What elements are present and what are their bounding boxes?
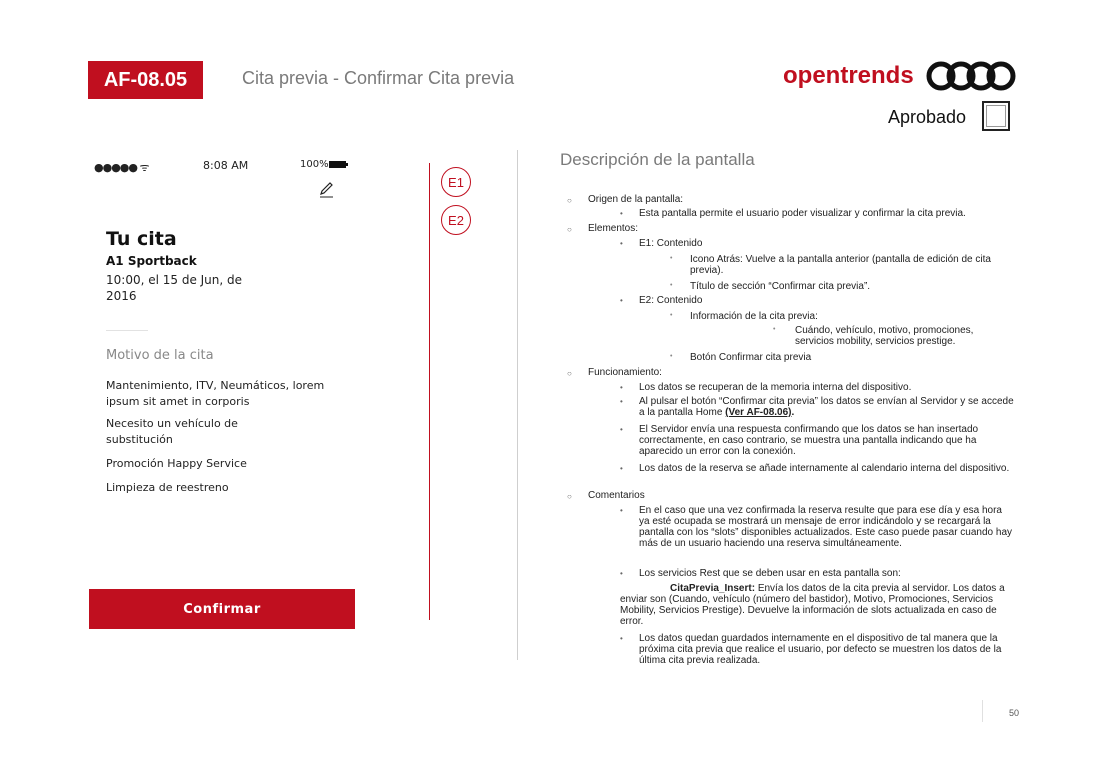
confirm-button[interactable]: Confirmar bbox=[89, 589, 355, 629]
e1-item-back: Icono Atrás: Vuelve a la pantalla anterior (pantalla de edición de cita previa). bbox=[690, 254, 991, 276]
bullet-small-icon: • bbox=[670, 282, 673, 289]
bullet-icon: • bbox=[620, 506, 623, 515]
cita-title: Tu cita bbox=[106, 228, 177, 250]
bullet-circle-icon: ○ bbox=[567, 369, 572, 378]
section-divider bbox=[106, 330, 148, 331]
edit-pencil-icon[interactable] bbox=[317, 178, 335, 198]
bullet-circle-icon: ○ bbox=[567, 196, 572, 205]
battery-icon bbox=[329, 161, 346, 168]
bullet-circle-icon: ○ bbox=[567, 225, 572, 234]
bullet-icon: • bbox=[620, 383, 623, 392]
e2-heading: E2: Contenido bbox=[639, 295, 703, 306]
origen-heading: Origen de la pantalla: bbox=[588, 194, 684, 205]
bullet-icon: • bbox=[620, 464, 623, 473]
func-item bbox=[639, 396, 1019, 418]
bullet-circle-icon: ○ bbox=[567, 492, 572, 501]
func-item-end: . bbox=[791, 407, 795, 418]
service-description: Envía los datos de la cita previa al servidor. Los datos a enviar son (Cuando, vehículo (número del bastidor), Motivo, Promociones, Servicios Mobility, Servicios Prestige). Devuelve la información de slots actualizada en caso de error. bbox=[620, 583, 1005, 627]
e2-item-info: Información de la cita previa: bbox=[690, 311, 818, 322]
comment-item: En el caso que una vez confirmada la reserva resulte que para ese día y esa hora ya esté ocupada se mostrará un mensaje de error indicándolo y se recargará la pantalla con los “slots” disponibles actualizados. Este caso puede pasar cuando hay más de un usuario haciendo una reserva simultáneamente. bbox=[639, 505, 1013, 549]
column-divider bbox=[517, 150, 518, 660]
battery-percent: 100% bbox=[300, 159, 329, 170]
service-name: CitaPrevia_Insert: bbox=[670, 583, 756, 594]
bullet-small-icon: • bbox=[773, 326, 776, 333]
origen-text: Esta pantalla permite el usuario poder visualizar y confirmar la cita previa. bbox=[639, 208, 966, 219]
e1-item-title: Título de sección “Confirmar cita previa”. bbox=[690, 281, 871, 292]
bullet-icon: • bbox=[620, 296, 623, 305]
bullet-small-icon: • bbox=[670, 353, 673, 360]
page-number-divider bbox=[982, 700, 983, 722]
page-title: Cita previa - Confirmar Cita previa bbox=[242, 68, 515, 88]
status-time: 8:08 AM bbox=[203, 159, 249, 172]
motivo-item: Promoción Happy Service bbox=[106, 457, 247, 470]
audi-rings-logo-icon bbox=[925, 60, 1020, 92]
link-af-08-06[interactable]: (Ver AF-08.06) bbox=[725, 407, 792, 418]
func-item: Los datos de la reserva se añade internamente al calendario interna del dispositivo. bbox=[639, 463, 1010, 474]
e2-item-info-sub: Cuándo, vehículo, motivo, promociones, servicios mobility, servicios prestige. bbox=[795, 325, 974, 347]
screen-code-badge: AF-08.05 bbox=[88, 61, 203, 99]
description-title: Descripción de la pantalla bbox=[560, 150, 755, 169]
motivo-item: Necesito un vehículo de substitución bbox=[106, 417, 238, 446]
comment-item: Los servicios Rest que se deben usar en esta pantalla son: bbox=[639, 568, 901, 579]
page-number: 50 bbox=[1009, 708, 1020, 718]
func-item: Los datos se recuperan de la memoria interna del dispositivo. bbox=[639, 382, 912, 393]
bullet-icon: • bbox=[620, 569, 623, 578]
bullet-icon: • bbox=[620, 425, 623, 434]
motivo-item: Mantenimiento, ITV, Neumáticos, lorem ipsum sit amet in corporis bbox=[106, 379, 325, 408]
elementos-heading: Elementos: bbox=[588, 223, 639, 234]
motivo-title: Motivo de la cita bbox=[106, 348, 214, 363]
comment-item: Los datos quedan guardados internamente en el dispositivo de tal manera que la próxima cita previa que realice el usuario, por defecto se muestren los datos de la última cita previa realizada. bbox=[639, 633, 1002, 666]
bullet-icon: • bbox=[620, 209, 623, 218]
func-item-text: Al pulsar el botón “Confirmar cita previa” los datos se envían al Servidor y se accede a la pantalla Home bbox=[639, 396, 1014, 418]
bullet-icon: • bbox=[620, 239, 623, 248]
cita-model: A1 Sportback bbox=[106, 254, 197, 268]
e2-item-button: Botón Confirmar cita previa bbox=[690, 352, 812, 363]
brand-logo-text: opentrends bbox=[783, 62, 914, 89]
status-label: Aprobado bbox=[888, 107, 967, 127]
comment-service bbox=[620, 583, 1015, 627]
e1-heading: E1: Contenido bbox=[639, 238, 703, 249]
section-marker-line bbox=[429, 163, 430, 620]
battery-tip bbox=[346, 163, 348, 166]
bullet-icon: • bbox=[620, 397, 623, 406]
comentarios-heading: Comentarios bbox=[588, 490, 645, 501]
approved-checkbox-inner bbox=[986, 105, 1006, 127]
bullet-icon: • bbox=[620, 634, 623, 643]
cita-datetime: 10:00, el 15 de Jun, de 2016 bbox=[106, 273, 243, 303]
motivo-item: Limpieza de reestreno bbox=[106, 481, 229, 494]
signal-wifi-icon: ●●●●● ᯤ bbox=[94, 161, 149, 174]
func-item: El Servidor envía una respuesta confirmando que los datos se han insertado correctamente, en caso contrario, se muestra una pantalla indicando que ha aparecido un error con la conexión. bbox=[639, 424, 979, 457]
bullet-small-icon: • bbox=[670, 312, 673, 319]
bullet-small-icon: • bbox=[670, 255, 673, 262]
marker-e2: E2 bbox=[441, 205, 471, 235]
marker-e1: E1 bbox=[441, 167, 471, 197]
funcionamiento-heading: Funcionamiento: bbox=[588, 367, 662, 378]
